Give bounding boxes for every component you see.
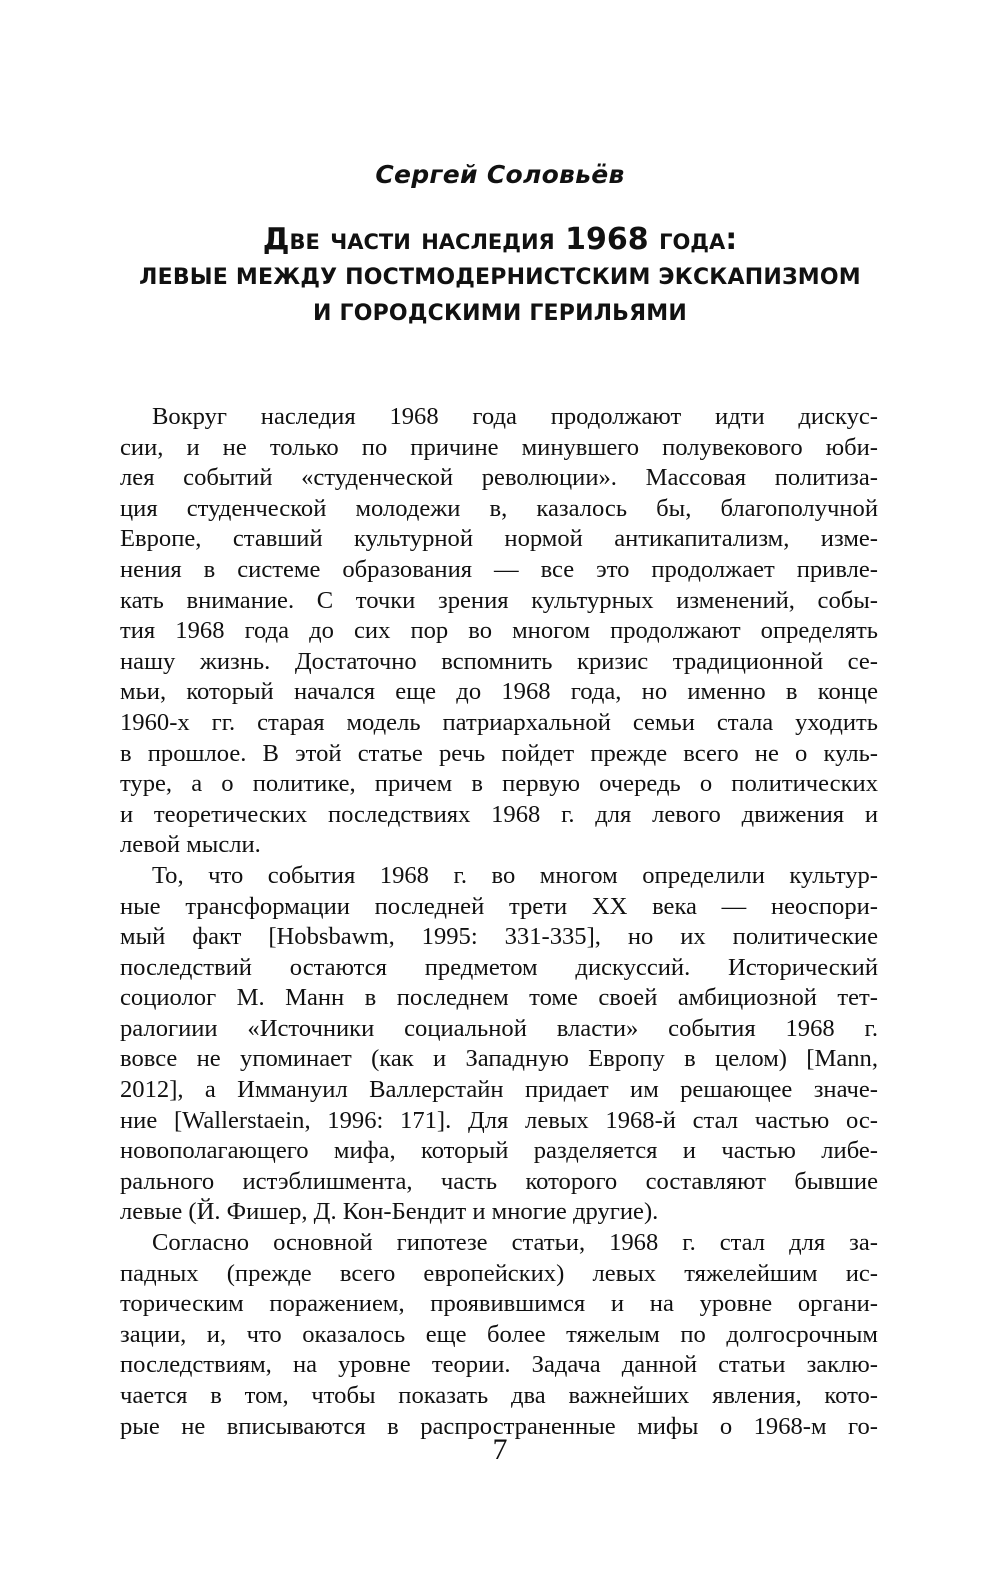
text-line: чается в том, чтобы показать два важнейших явления, кото-	[120, 1382, 878, 1409]
text-line: сии, и не только по причине минувшего полувекового юби-	[120, 433, 878, 461]
text-line: левой мысли.	[120, 831, 261, 859]
text-line: зации, и, что оказалось еще более тяжелым по долгосрочным	[120, 1320, 878, 1348]
title-main: Две части наследия 1968 года:	[262, 222, 738, 257]
text-line: падных (прежде всего европейских) левых тяжелейшим ис-	[120, 1259, 878, 1287]
article-body	[120, 402, 878, 1442]
text-line: ция студенческой молодежи в, казалось бы, благополучной	[120, 494, 878, 522]
text-line: социолог М. Манн в последнем томе своей амбициозной тет-	[120, 984, 878, 1012]
text-line: туре, а о политике, причем в первую очередь о политических	[120, 770, 878, 798]
text-line: Европе, ставший культурной нормой антикапитализм, изме-	[120, 525, 878, 553]
paragraph	[120, 861, 878, 1228]
text-line: 2012], а Иммануил Валлерстайн придает им решающее значе-	[120, 1076, 878, 1104]
text-line: нашу жизнь. Достаточно вспомнить кризис традиционной се-	[120, 647, 878, 675]
text-line: торическим поражением, проявившимся и на уровне органи-	[120, 1290, 878, 1318]
title-subtitle-line-2: И ГОРОДСКИМИ ГЕРИЛЬЯМИ	[313, 301, 687, 326]
text-line: левые (Й. Фишер, Д. Кон-Бендит и многие другие).	[120, 1198, 659, 1226]
text-line: новополагающего мифа, который разделяется и частью либе-	[120, 1137, 878, 1165]
text-line: ные трансформации последней трети XX века — неоспори-	[120, 892, 878, 920]
text-line: То, что события 1968 г. во многом определили культур-	[152, 861, 878, 889]
text-line: Вокруг наследия 1968 года продолжают идти дискус-	[152, 403, 878, 430]
paragraph	[120, 1228, 878, 1442]
text-line: 1960-х гг. старая модель патриархальной семьи стала уходить	[120, 708, 878, 736]
text-line: вовсе не упоминает (как и Западную Европу в целом) [Mann,	[120, 1045, 878, 1073]
text-line: мьи, который начался еще до 1968 года, но именно в конце	[120, 678, 878, 706]
text-line: рального истэблишмента, часть которого составляют бывшие	[120, 1167, 878, 1195]
text-line: в прошлое. В этой статье речь пойдет прежде всего не о куль-	[120, 739, 878, 767]
text-line: Согласно основной гипотезе статьи, 1968 г. стал для за-	[152, 1229, 878, 1257]
paragraph	[120, 402, 878, 861]
text-line: рые не вписываются в распространенные мифы о 1968-м го-	[120, 1412, 878, 1440]
text-line: нения в системе образования — все это продолжает привле-	[120, 555, 878, 583]
text-line: мый факт [Hobsbawm, 1995: 331-335], но их политические	[120, 923, 878, 951]
author-name: Сергей Соловьёв	[375, 160, 625, 189]
text-line: лея событий «студенческой революции». Массовая политиза-	[120, 464, 878, 492]
text-line: последствиям, на уровне теории. Задача данной статьи заклю-	[120, 1351, 878, 1379]
text-line: ние [Wallerstaein, 1996: 171]. Для левых 1968-й стал частью ос-	[120, 1106, 878, 1134]
text-line: ралогиии «Источники социальной власти» события 1968 г.	[120, 1014, 878, 1042]
text-line: тия 1968 года до сих пор во многом продолжают определять	[120, 617, 878, 645]
text-line: и теоретических последствиях 1968 г. для левого движения и	[120, 800, 878, 828]
page-number: 7	[492, 1433, 508, 1466]
text-line: последствий остаются предметом дискуссий. Исторический	[120, 953, 878, 981]
article-title	[0, 221, 1000, 331]
text-line: кать внимание. С точки зрения культурных изменений, собы-	[120, 586, 878, 614]
title-subtitle-line-1: ЛЕВЫЕ МЕЖДУ ПОСТМОДЕРНИСТСКИМ ЭКСКАПИЗМОМ	[139, 265, 861, 290]
